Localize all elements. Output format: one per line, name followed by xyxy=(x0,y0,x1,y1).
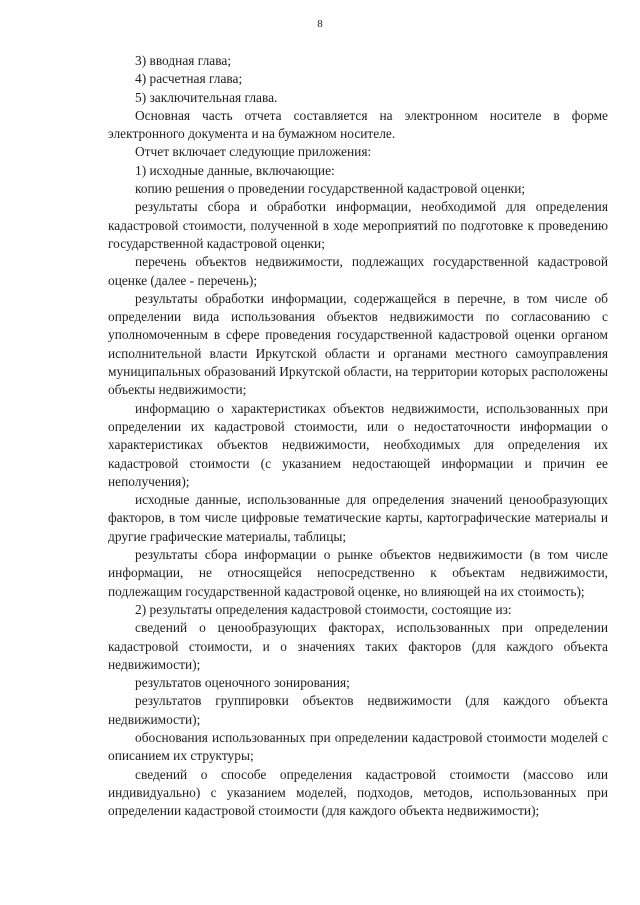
paragraph-list-processing-results: результаты обработки информации, содержащейся в перечне, в том числе об определении вида использования объектов недвижимости по согласованию с уполномоченным в сфере проведения государственной кадастровой оценки органом исполнительной власти Иркутской области и органами местного самоуправления муниципальных образований Иркутской области, на территории которых расположены объекты недвижимости; xyxy=(108,290,608,398)
paragraph-model-justification: обоснования использованных при определении кадастровой стоимости моделей с описанием их структуры; xyxy=(108,729,608,764)
list-item-introductory-chapter: 3) вводная глава; xyxy=(135,53,232,68)
paragraph-property-characteristics: информацию о характеристиках объектов недвижимости, использованных при определении их кадастровой стоимости, или о недостаточности информации о характеристиках объектов недвижимости, необходимых для определения их кадастровой стоимости (с указанием недостающей информации и причин ее неполучения); xyxy=(108,400,608,489)
list-item-final-chapter: 5) заключительная глава. xyxy=(135,89,278,105)
list-item-calculation-chapter: 4) расчетная глава; xyxy=(135,71,243,87)
paragraph-pricing-factor-source-data: исходные данные, использованные для определения значений ценообразующих факторов, в том числе цифровые тематические карты, картографические материалы и другие графические материалы, таблицы; xyxy=(108,492,608,544)
paragraph-decision-copy: копию решения о проведении государственной кадастровой оценки; xyxy=(135,181,526,197)
paragraph-grouping-results: результатов группировки объектов недвижимости (для каждого объекта недвижимости); xyxy=(108,693,608,727)
paragraph-report-main-part: Основная часть отчета составляется на электронном носителе в форме электронного документа и на бумажном носителе. xyxy=(108,107,608,142)
paragraph-property-list: перечень объектов недвижимости, подлежащих государственной кадастровой оценке (далее - перечень); xyxy=(108,254,608,288)
paragraph-report-appendices: Отчет включает следующие приложения: xyxy=(135,144,372,160)
page-number: 8 xyxy=(317,18,323,30)
list-item-valuation-results: 2) результаты определения кадастровой стоимости, состоящие из: xyxy=(135,601,512,617)
paragraph-zoning-results: результатов оценочного зонирования; xyxy=(135,675,350,691)
paragraph-pricing-factors: сведений о ценообразующих факторах, использованных при определении кадастровой стоимости, и о значениях таких факторов (для каждого объекта недвижимости); xyxy=(108,620,608,672)
document-body xyxy=(108,52,608,820)
paragraph-market-information: результаты сбора информации о рынке объектов недвижимости (в том числе информации, не относящейся непосредственно к объектам недвижимости, подлежащим государственной кадастровой оценке, но влияющей на их стоимость); xyxy=(108,547,608,599)
list-item-source-data: 1) исходные данные, включающие: xyxy=(135,162,335,178)
paragraph-valuation-method: сведений о способе определения кадастровой стоимости (массово или индивидуально) с указанием моделей, подходов, методов, использованных при определении кадастровой стоимости (для каждого объекта недвижимости); xyxy=(108,766,608,819)
paragraph-data-collection-results: результаты сбора и обработки информации, необходимой для определения кадастровой стоимости, полученной в ходе мероприятий по подготовке к проведению государственной кадастровой оценки; xyxy=(108,199,608,251)
